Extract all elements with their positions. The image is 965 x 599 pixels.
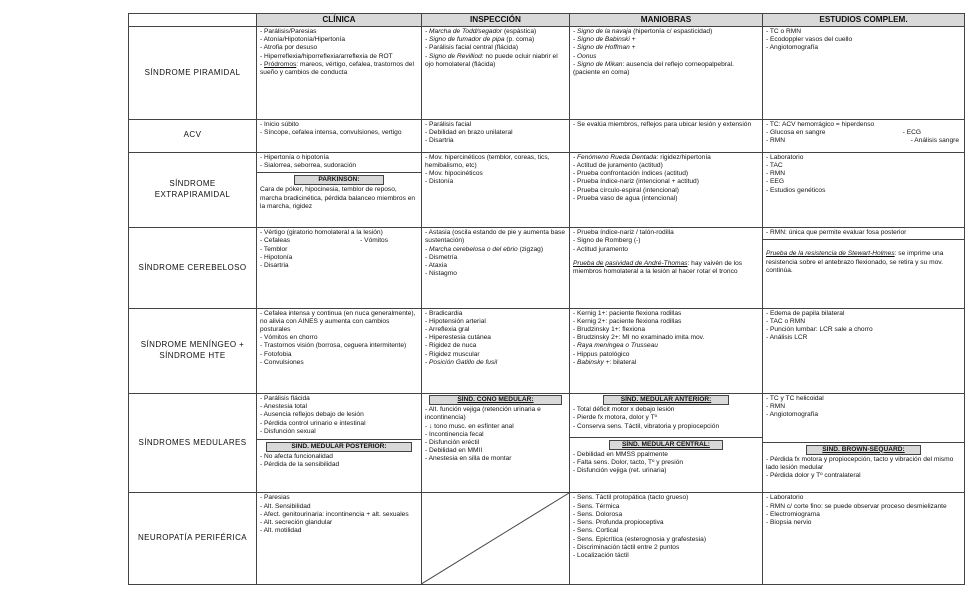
list-item: - Se evalúa miembros, reflejos para ubicar lesión y extensión [573,120,752,128]
acv-clinica [257,119,422,152]
list-item: - Síncope, cefalea intensa, convulsiones, vertigo [260,128,402,136]
list-item: - Sens. Térmica [573,502,620,510]
stewart-holmes-text: : se imprime una resistencia sobre el antebrazo flexionado, se retira y su mov. continúa. [766,250,944,274]
list-item [573,195,759,203]
list-item: - ↓ tono musc. en esfínter anal [425,422,514,430]
list-item: - Edema de papila bilateral [766,309,845,317]
list-item: - Análisis LCR [766,334,808,342]
list-item: - Punción lumbar: LCR sale a chorro [766,325,873,333]
stewart-holmes [766,250,961,275]
item-text: - Ataxia [425,261,447,269]
list-item: - Laboratorio [766,153,804,161]
italic-term: - Oonus [573,52,597,60]
row-label-acv: ACV [129,119,257,152]
list-item: - Debilidad en MMSS ppalmente [573,450,668,458]
list-item: - EEG [766,178,784,186]
italic-term: - Signo de Revilliod [425,52,482,60]
piramidal-inspeccion-list [425,28,566,69]
central-list [573,451,759,476]
item-text: - Hippus patológico [573,350,630,358]
list-item [573,326,759,334]
item-text: - Rigidez de nuca [425,342,477,350]
central-header: SÍND. MEDULAR CENTRAL: [609,440,723,450]
list-item [573,53,759,61]
header-row [129,14,965,27]
list-item: - Convulsiones [260,358,304,366]
list-item [573,310,759,318]
italic-term: - Marcha de Todd/segador [425,28,503,36]
list-item: - Debilidad en MMII [425,447,483,455]
cerebeloso-row2 [260,237,418,245]
list-item: - Prueba índice-nariz / talón-rodilla [573,229,674,237]
italic-term: - Signo de Mikan [573,60,623,68]
extrapiramidal-divider [257,172,421,173]
list-item: - Paresias [260,494,290,502]
list-item: - Afect. genitourinaria: incontinencia + alt. sexuales [260,510,409,518]
list-item [573,61,759,77]
acv-estudios [763,119,965,152]
list-item: - Total déficit motor x debajo lesión [573,406,675,414]
list-item: - Fotofobia [260,350,292,358]
list-item: - Pierde fx motora, dolor y Tº [573,414,658,422]
list-item: - Discriminación táctil entre 2 puntos [573,543,680,551]
list-item: - Falta sens. Dolor, tacto, Tº y presión [573,459,684,467]
list-item [425,318,566,326]
list-item: - RMN c/ corte fino: se puede observar proceso desmielizante [766,502,947,510]
list-item [425,254,566,262]
list-item: - Sialorrea, seborrea, sudoración [260,161,357,169]
list-item [425,270,566,278]
acv-estudio-sangre: - Análisis sangre [910,136,959,144]
extrapiramidal-maniobras-list [573,154,759,203]
list-item: - Localización táctil [573,551,629,559]
list-item: - Angiotomografía [766,44,819,52]
list-item: - TC y TC helicoidal [766,394,824,402]
andre-thomas-label: Prueba de pasividad de André-Thomas [573,259,688,267]
medulares-estudios-list [766,395,961,420]
item-text: (espástica) [502,28,537,36]
italic-term: - Posición Gatillo de fusil [425,358,498,366]
list-item: - Vómitos en chorro [260,334,318,342]
item-text: - Kernig 1+: paciente flexiona rodillas [573,309,682,317]
italic-term: - Signo de Hoffman + [573,44,636,52]
italic-term: - Babinsky + [573,358,610,366]
list-item [425,53,566,69]
cono-list [425,406,566,463]
list-item: - Signo de Romberg (-) [573,237,641,245]
italic-term: - Marcha cerebelosa o del ebrio [425,245,518,253]
meningeo-estudios [763,308,965,393]
list-item [425,310,566,318]
list-item [425,334,566,342]
extrapiramidal-estudios-list [766,154,961,195]
extrapiramidal-clinica-list [260,154,418,170]
meningeo-inspeccion [422,308,570,393]
piramidal-inspeccion [422,27,570,119]
item-text: : ausencia del reflejo corneopalpebral. (paciente en coma) [573,60,734,77]
list-item: - RMN: única que permite evaluar fosa posterior [766,229,907,237]
list-item: - Hipotonía [260,253,293,261]
list-item: - Alt. secreción glandular [260,519,333,527]
list-item: - No afecta funcionalidad [260,453,333,461]
list-item: - Alt. Sensibilidad [260,502,311,510]
extrapiramidal-maniobras [570,152,763,227]
list-item: - Disfunción vejiga (ret. urinaria) [573,467,667,475]
piramidal-estudios [763,27,965,119]
list-item [425,36,566,44]
list-item [425,359,566,367]
row-label-extrapiramidal: SÍNDROME EXTRAPIRAMIDAL [129,152,257,227]
list-item: - Hipertonía o hipotonía [260,153,329,161]
meningeo-maniobras-list [573,310,759,367]
row-label-cerebeloso: SÍNDROME CEREBELOSO [129,228,257,308]
row-label-meningeo: SÍNDROME MENÍNGEO + SÍNDROME HTE [129,308,257,393]
cerebeloso-inspeccion-list [425,229,566,278]
piramidal-estudios-list [766,28,961,53]
neuro-syndromes-table [128,13,959,585]
list-item [573,187,759,195]
list-item: - Inicio súbito [260,120,299,128]
list-item: - Pérdida dolor y Tº contralateral [766,472,861,480]
meningeo-clinica [257,308,422,393]
cerebeloso-estudios-list [766,229,961,237]
list-item [573,170,759,178]
cerebeloso-maniobras-list [573,229,759,254]
cerebeloso-cefaleas: - Cefaleas [260,237,291,245]
list-item: - Incontinencia fecal [425,430,484,438]
list-item: - Parálisis flácida [260,394,310,402]
list-item: - Actitud juramento [573,245,628,253]
cerebeloso-estudios [763,228,965,308]
list-item: - Alt. función vejiga (retención urinaria e incontinencia) [425,406,541,422]
list-item: - Mov. hipercinéticos (temblor, coreas, tics, hemibalismo, etc) [425,153,550,169]
meningeo-inspeccion-list [425,310,566,367]
list-item [425,351,566,359]
item-text: - Brudzinsky 1+: flexiona [573,325,646,333]
acv-estudio-rmn: - RMN [766,136,786,144]
acv-clinica-list [260,121,418,137]
anterior-header: SÍND. MEDULAR ANTERIOR: [603,395,729,405]
list-item: - Anestesia en silla de montar [425,455,512,463]
medulares-estudios-divider [763,442,964,443]
list-item [573,342,759,350]
list-item: - Pérdida control urinario e intestinal [260,419,366,427]
list-item: - TAC [766,161,783,169]
piramidal-prodromos: - Pródromos: mareos, vértigo, cefalea, trastornos del sueño y cambios de conducta [260,60,414,77]
row-medulares [129,393,965,493]
row-label-neuropatia: NEUROPATÍA PERIFÉRICA [129,493,257,585]
prodromos-text: : mareos, vértigo, cefalea, trastornos del sueño y cambios de conducta [260,60,414,77]
row-acv [129,119,965,152]
neuropatia-estudios [763,493,965,585]
cerebeloso-vomitos: - Vómitos [360,237,388,245]
list-item: - Mov. hipocinéticos [425,170,483,178]
list-item [425,262,566,270]
row-piramidal [129,27,965,119]
header-clinica: CLÍNICA [257,14,422,27]
item-text: - Rigidez muscular [425,350,480,358]
brown-header: SIND. BROWN-SEQUARD: [806,445,921,455]
acv-estudio-row3 [766,137,961,145]
item-text: (p. coma) [504,36,535,44]
row-neuropatia [129,493,965,585]
list-item [573,154,759,162]
corner-cell [129,14,257,27]
list-item [573,44,759,52]
cerebeloso-clinica-list [260,246,418,271]
item-text: - Nistagmo [425,270,457,278]
piramidal-maniobras-list [573,28,759,77]
list-item [573,178,759,186]
medulares-maniobras [570,393,763,493]
list-item [573,359,759,367]
medulares-clinica-list [260,395,418,436]
neuropatia-clinica-list [260,494,418,535]
list-item: - RMN [766,170,786,178]
row-label-medulares: SÍNDROMES MEDULARES [129,393,257,493]
cerebeloso-vertigo: - Vértigo (giratorio homolateral a la lesión) [260,229,383,237]
diagonal-strike [422,493,569,584]
acv-estudio-glucosa: - Glucosa en sangre [766,128,826,136]
header-estudios: ESTUDIOS COMPLEM. [763,14,965,27]
item-text: - Prueba vaso de agua (intencional) [573,194,678,202]
list-item: - Disfunción sexual [260,427,316,435]
list-item: - Distonía [425,178,454,186]
list-item: - Ausencia reflejos debajo de lesión [260,411,364,419]
list-item: - Anestesia total [260,403,307,411]
list-item [425,326,566,334]
cerebeloso-divider [763,239,964,240]
item-text: : rigidez/hipertonía [656,153,711,161]
item-text: - Parálisis facial central (flácida) [425,44,519,52]
acv-maniobras-list [573,121,759,129]
list-item: - Atrofia por desuso [260,44,318,52]
item-text: - Arreflexia gral [425,325,470,333]
list-item [573,162,759,170]
row-cerebeloso [129,228,965,308]
italic-term: - Signo de la navaja [573,28,632,36]
item-text: - Actitud de juramento (actitud) [573,161,663,169]
list-item: - Estudios genéticos [766,186,826,194]
list-item: - Angiotomografía [766,411,819,419]
extrapiramidal-inspeccion [422,152,570,227]
list-item [573,28,759,36]
list-item: - Disartria [425,136,454,144]
acv-estudio-row2 [766,129,961,137]
acv-inspeccion [422,119,570,152]
brown-list [766,456,961,481]
extrapiramidal-clinica [257,152,422,227]
list-item: - Debilidad en brazo unilateral [425,128,513,136]
item-text: - Astasia (oscila estando de pie y aumenta base sustentación) [425,229,566,245]
list-item: - Electromiograma [766,510,820,518]
neuropatia-clinica [257,493,422,585]
neuropatia-estudios-list [766,494,961,527]
list-item: - Ecodoppler vasos del cuello [766,36,853,44]
list-item [425,246,566,254]
row-label-piramidal: SÍNDROME PIRAMIDAL [129,27,257,119]
piramidal-clinica-list [260,28,418,61]
item-text: - Prueba índice-nariz (intencional + actitud) [573,178,699,186]
item-text: (hipertonía c/ espasticidad) [631,28,713,36]
list-item [425,229,566,245]
item-text: - Kernig 2+: paciente flexiona rodillas [573,317,682,325]
extrapiramidal-estudios [763,152,965,227]
anterior-list [573,406,759,431]
posterior-header: SIND. MEDULAR POSTERIOR: [266,442,412,452]
acv-inspeccion-list [425,121,566,146]
acv-estudio-ecg: - ECG [902,128,921,136]
list-item [425,44,566,52]
list-item [573,318,759,326]
list-item: - Sens. Cortical [573,527,619,535]
parkinson-text: Cara de póker, hipocinesia, temblor de reposo, marcha bradicinética, pérdida balanceo miembros en la marcha, rigidez [260,186,416,210]
cerebeloso-inspeccion [422,228,570,308]
list-item: - Pérdida de la sensibilidad [260,461,340,469]
italic-term: - Raya meníngea o Trusseau [573,342,658,350]
list-item: - Hiperreflexia/hiporreflexia/arreflexia de ROT [260,52,393,60]
item-text: - Brudzinsky 2+: MI no examinado imita mov. [573,334,705,342]
cerebeloso-maniobras [570,228,763,308]
list-item: - Sens. Profunda propioceptiva [573,519,664,527]
list-item [573,334,759,342]
medulares-maniobras-divider [570,437,762,438]
acv-maniobras [570,119,763,152]
list-item: - Sens. Táctil protopática (tacto grueso) [573,494,689,502]
row-extrapiramidal [129,152,965,227]
list-item: - Temblor [260,245,288,253]
andre-thomas [573,260,759,276]
andre-thomas-text: : hay vaivén de los miembros homolateral a la lesión al hacer rotar el tronco [573,259,743,275]
italic-term: - Signo de Babinski + [573,36,636,44]
medulares-clinica [257,393,422,493]
prodromos-label: Pródromos [264,60,297,68]
list-item [573,351,759,359]
list-item: - Pérdida fx motora y propiocepción, tacto y vibración del mismo lado lesión medular [766,455,954,471]
item-text: - Bradicardia [425,309,463,317]
list-item: - Cefalea intensa y continua (en nuca generalmente), no alivia con AINES y aumenta con cambios posturales [260,309,416,333]
piramidal-clinica [257,27,422,119]
item-text: - Prueba confrontación índices (actitud) [573,170,689,178]
extrapiramidal-inspeccion-list [425,154,566,187]
cerebeloso-clinica [257,228,422,308]
meningeo-estudios-list [766,310,961,343]
list-item: - Sens. Epicrítica (esterognosia y grafestesia) [573,535,707,543]
list-item: - TC o RMN [766,28,802,36]
list-item [425,342,566,350]
acv-estudio-tc: - TC: ACV hemorrágico = hiperdenso [766,120,875,128]
cono-header: SÍND. CONO MEDULAR: [429,395,562,405]
list-item: - RMN [766,403,786,411]
italic-term: - Fenómeno Rueda Dentada [573,153,657,161]
medulares-inspeccion [422,393,570,493]
posterior-list [260,453,418,469]
list-item [425,28,566,36]
item-text: (zigzag) [517,245,544,253]
medulares-clinica-divider [257,439,421,440]
medulares-estudios [763,393,965,493]
list-item [573,36,759,44]
italic-term: - Signo de fumador de pipa [425,36,505,44]
neuropatia-maniobras-list [573,494,759,560]
item-text: - Hiperestesia cutánea [425,334,491,342]
header-inspeccion: INSPECCIÓN [422,14,570,27]
list-item: - Parálisis/Paresias [260,28,317,36]
list-item: - Sens. Dolorosa [573,510,623,518]
item-text: - Prueba círculo-espiral (intencional) [573,186,679,194]
piramidal-maniobras [570,27,763,119]
list-item: - Biopsia nervio [766,519,812,527]
list-item: - Conserva sens. Táctil, vibratoria y propiocepción [573,422,720,430]
neuropatia-inspeccion-empty [422,493,570,585]
item-text: - Dismetría [425,253,458,261]
list-item: - TAC o RMN [766,317,805,325]
item-text: : bilateral [609,358,637,366]
parkinson-header: PARKINSON: [294,175,384,185]
item-text: - Hipotensión arterial [425,317,486,325]
list-item: - Disartria [260,261,289,269]
list-item: - Atonía/Hipotonía/Hipertonía [260,36,346,44]
neuropatia-maniobras [570,493,763,585]
list-item: - Parálisis facial [425,120,472,128]
stewart-holmes-label: Prueba de la resistencia de Stewart-Holmes [766,250,895,258]
list-item: - Laboratorio [766,494,804,502]
meningeo-clinica-list [260,310,418,367]
list-item: - Alt. motilidad [260,527,302,535]
meningeo-maniobras [570,308,763,393]
row-meningeo [129,308,965,393]
header-maniobras: MANIOBRAS [570,14,763,27]
list-item: - Disfunción eréctil [425,438,480,446]
list-item: - Trastornos visión (borrosa, ceguera intermitente) [260,342,407,350]
item-text: : no puede ocluir niabrir el ojo homolateral (flácida) [425,52,558,68]
